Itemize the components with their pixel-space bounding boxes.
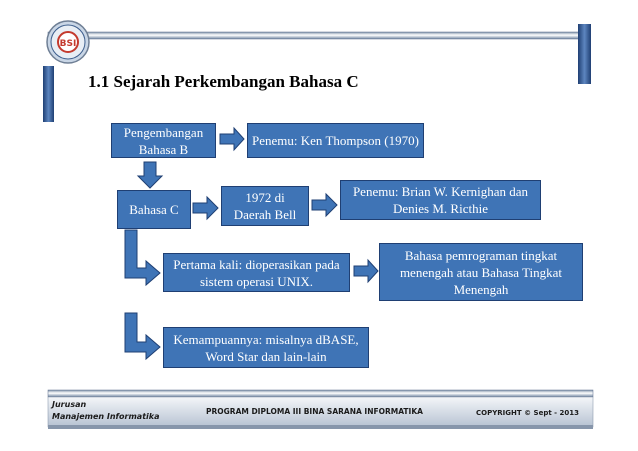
arrow-right-2 [193, 197, 218, 219]
box-1972-bell-label: 1972 di Daerah Bell [233, 190, 297, 222]
box-pengembangan-label: Pengembangan Bahasa B [123, 124, 204, 157]
box-bahasa-c [117, 190, 191, 229]
box-1972-bell [221, 186, 309, 226]
svg-text:BSI: BSI [59, 39, 77, 49]
box-kemampuan-label: Kemampuannya: misalnya dBASE, Word Star dan lain-lain [173, 331, 359, 364]
box-penemu-brian [340, 180, 541, 220]
arrow-right-3 [312, 194, 337, 216]
footer-copyright: COPYRIGHT © Sept - 2013 [476, 409, 579, 417]
arrow-bent-2 [125, 313, 160, 359]
box-bahasa-tingkat-label: Bahasa pemrograman tingkat menengah atau Bahasa Tingkat Menengah [399, 247, 563, 297]
arrow-down-1 [138, 162, 162, 188]
slide-title: 1.1 Sejarah Perkembangan Bahasa C [88, 72, 359, 91]
footer-jurusan-line1: Jurusan [52, 400, 87, 409]
box-penemu-brian-label: Penemu: Brian W. Kernighan dan Denies M. Ricthie [352, 184, 529, 216]
arrow-right-1 [220, 128, 244, 150]
box-kemampuan [163, 327, 369, 368]
box-penemu-ken [247, 123, 424, 158]
arrow-bent-1 [125, 230, 160, 285]
box-bahasa-tingkat-menengah [379, 243, 583, 301]
box-pertama-kali-label: Pertama kali: dioperasikan pada sistem operasi UNIX. [173, 256, 340, 289]
arrow-right-4 [354, 260, 378, 282]
footer-jurusan-line2: Manajemen Informatika [52, 412, 160, 421]
bsi-logo-icon [47, 21, 89, 63]
box-pengembangan-bahasa-b [111, 123, 216, 158]
left-frame-bar [43, 66, 54, 122]
box-bahasa-c-label: Bahasa C [129, 202, 179, 217]
box-penemu-ken-label: Penemu: Ken Thompson (1970) [252, 133, 419, 148]
box-pertama-kali-unix [163, 253, 350, 292]
footer-program: PROGRAM DIPLOMA III BINA SARANA INFORMATIKA [206, 407, 423, 416]
